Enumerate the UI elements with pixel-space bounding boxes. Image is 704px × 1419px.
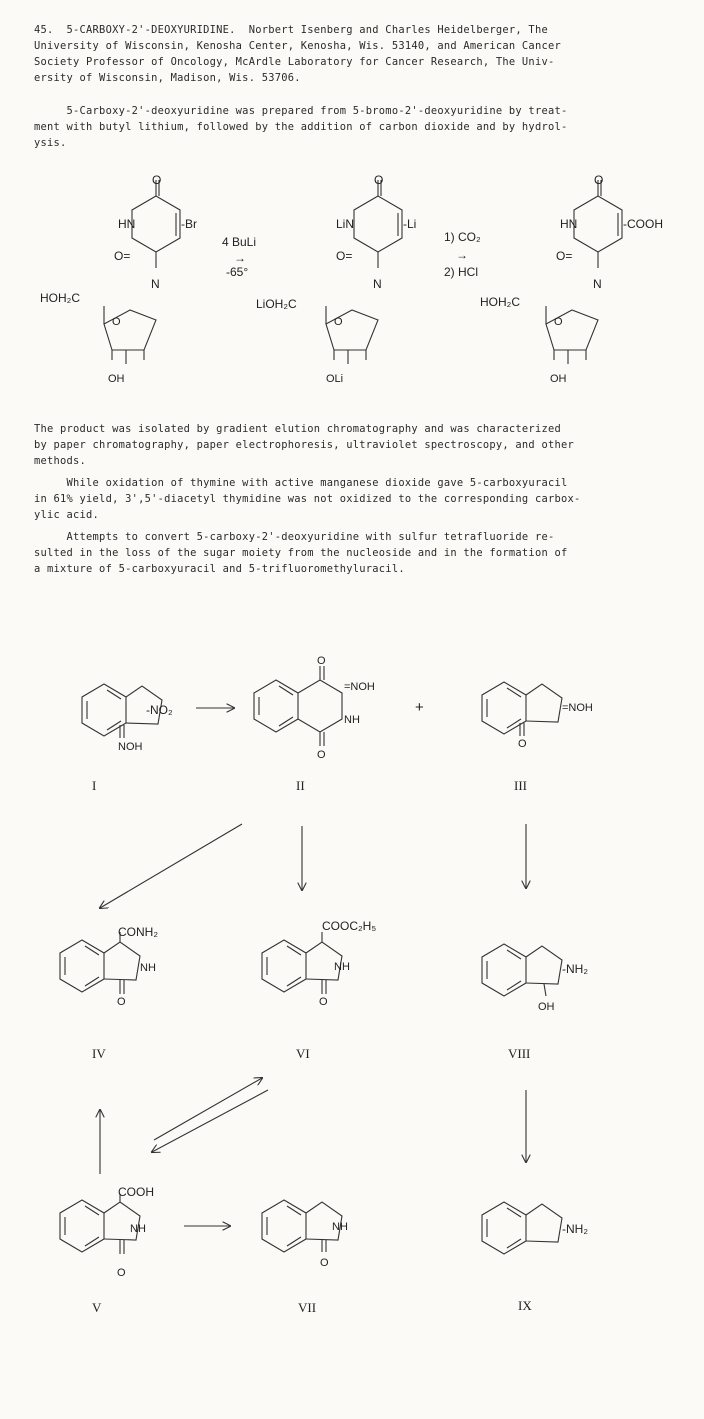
- arrow: →: [456, 248, 468, 262]
- label-IV: IV: [92, 1046, 106, 1061]
- ring-o-label: O: [334, 316, 343, 328]
- nh-label: NH: [130, 1223, 146, 1235]
- article-header: 45. 5-CARBOXY-2'-DEOXYURIDINE. Norbert Isenberg and Charles Heidelberger, The University of Wisconsin, Kenosha Center, Kenosha, Wis. 53140, and American Cancer Society Professor of Oncology, McArdle Laboratory for Cancer Research, The Univ- ersity of Wisconsin, Madison, Wis. 53706.: [34, 24, 561, 84]
- scheme1-reactant: [40, 173, 197, 385]
- carbonyl-o: O: [594, 173, 604, 187]
- cooet-label: COOC₂H₅: [322, 919, 377, 933]
- o-label: O: [320, 1257, 329, 1269]
- compound-V: [60, 1185, 154, 1315]
- cooh-label: -COOH: [623, 217, 663, 231]
- o1-label: O: [317, 655, 326, 667]
- oh-label: OH: [108, 373, 125, 385]
- compound-I: [82, 684, 173, 793]
- oxidation-paragraph: While oxidation of thymine with active manganese dioxide gave 5-carboxyuracil in 61% yield, 3',5'-diacetyl thymidine was not oxidized to the corresponding carbox- ylic acid.: [34, 477, 581, 521]
- carbonyl-o: O: [152, 173, 162, 187]
- step2-reagents: [444, 230, 481, 279]
- scheme1-product: [480, 173, 663, 385]
- lioh2c-label: LiOH₂C: [256, 297, 297, 311]
- conh2-label: CONH₂: [118, 925, 158, 939]
- n-label: N: [373, 277, 382, 291]
- result-paragraph: The product was isolated by gradient elution chromatography and was characterized by paper chromatography, paper electrophoresis, ultraviolet spectroscopy, and other methods.: [34, 423, 574, 467]
- co-label: O=: [114, 249, 131, 263]
- oh-label: OH: [550, 373, 567, 385]
- arrow-V-VI: [154, 1078, 262, 1140]
- nh-label: NH: [334, 961, 350, 973]
- hoh2c-label: HOH₂C: [480, 295, 520, 309]
- compound-III: [482, 682, 593, 793]
- o2-label: O: [317, 749, 326, 761]
- nh-label: NH: [344, 714, 360, 726]
- label-V: V: [92, 1300, 102, 1315]
- intro-paragraph: 5-Carboxy-2'-deoxyuridine was prepared from 5-bromo-2'-deoxyuridine by treat- ment with butyl lithium, followed by the addition of carbon dioxide and by hydrol- ysis.: [34, 105, 568, 149]
- ring-o-label: O: [112, 316, 121, 328]
- co-label: O=: [336, 249, 353, 263]
- label-III: III: [514, 778, 527, 793]
- step1-reagents: [222, 235, 256, 279]
- reagent-co2: 1) CO₂: [444, 230, 481, 244]
- hn-label: HN: [118, 217, 136, 231]
- arrow: →: [234, 251, 246, 265]
- compound-IV: [60, 925, 158, 1061]
- compound-VII: [262, 1200, 348, 1315]
- ring-o-label: O: [554, 316, 563, 328]
- sf4-paragraph: Attempts to convert 5-carboxy-2'-deoxyuridine with sulfur tetrafluoride re- sulted in the loss of the sugar moiety from the nucleoside and in the formation of a mixture of 5-carboxyuracil and 5-trifluoromethyluracil.: [34, 531, 568, 575]
- o-label: O: [319, 996, 328, 1008]
- compound-VIII: [482, 944, 588, 1061]
- noh-label: NOH: [118, 741, 143, 753]
- temperature: -65°: [226, 265, 249, 279]
- nh2-label: -NH₂: [562, 962, 588, 976]
- n-label: N: [593, 277, 602, 291]
- label-VII: VII: [298, 1300, 317, 1315]
- hn-label: HN: [560, 217, 578, 231]
- label-VIII: VIII: [508, 1046, 531, 1061]
- compound-II: [254, 655, 375, 793]
- no2-label: -NO₂: [146, 703, 173, 717]
- carbonyl-o: O: [374, 173, 384, 187]
- nh-label: NH: [140, 962, 156, 974]
- o-label: O: [117, 996, 126, 1008]
- scheme1-lithiated: [256, 173, 416, 385]
- cooh-label: COOH: [118, 1185, 154, 1199]
- label-IX: IX: [518, 1298, 532, 1313]
- reagent-hcl: 2) HCl: [444, 265, 479, 279]
- nh2-label: -NH₂: [562, 1222, 588, 1236]
- oh-label: OH: [538, 1001, 555, 1013]
- compound-VI: [262, 919, 376, 1061]
- br-label: -Br: [181, 217, 197, 231]
- n-label: N: [151, 277, 160, 291]
- label-VI: VI: [296, 1046, 310, 1061]
- lin-label: LiN: [336, 217, 355, 231]
- li-label: -Li: [403, 217, 417, 231]
- co-label: O=: [556, 249, 573, 263]
- o-label: O: [518, 738, 527, 750]
- noh-label: =NOH: [562, 702, 593, 714]
- arrow-VI-V: [152, 1090, 268, 1152]
- noh-label: =NOH: [344, 681, 375, 693]
- reagent-buli: 4 BuLi: [222, 235, 257, 249]
- nh-label: NH: [332, 1221, 348, 1233]
- oli-label: OLi: [326, 373, 344, 385]
- plus-sign: +: [415, 699, 424, 716]
- hoh2c-label: HOH₂C: [40, 291, 80, 305]
- compound-IX: [482, 1202, 588, 1313]
- label-II: II: [296, 778, 305, 793]
- o-label: O: [117, 1267, 126, 1279]
- arrow-II-IV: [100, 824, 242, 908]
- label-I: I: [92, 778, 97, 793]
